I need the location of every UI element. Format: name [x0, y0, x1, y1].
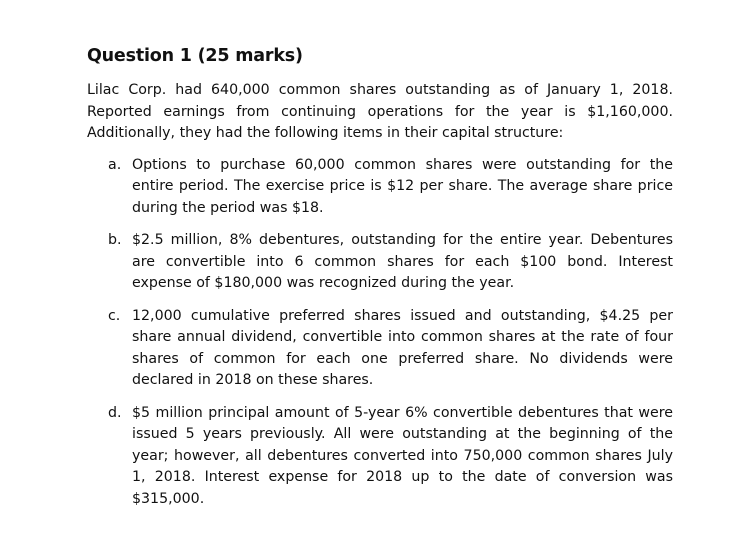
document-page: [87, 44, 673, 521]
list-item-text: Options to purchase 60,000 common shares were outstanding for the entire period. The exercise price is $12 per share. The average share price during the period was $18.: [132, 156, 673, 216]
list-item-text: $2.5 million, 8% debentures, outstanding for the entire year. Debentures are convertible into 6 common shares for each $100 bond. Interest expense of $180,000 was recognized during the year.: [132, 232, 673, 291]
list-item-text: 12,000 cumulative preferred shares issued and outstanding, $4.25 per share annual dividend, convertible into common shares at the rate of four shares of common for each one preferred share. No dividends were declared in 2018 on these shares.: [132, 307, 673, 388]
list-item-c: [87, 306, 673, 392]
list-marker: c.: [108, 307, 121, 324]
question-title: Question 1 (25 marks): [87, 46, 303, 66]
list-marker: a.: [108, 156, 122, 173]
list-item-a: [87, 155, 673, 220]
list-item-d: [87, 403, 673, 511]
capital-structure-list: [87, 155, 673, 511]
list-marker: d.: [108, 404, 122, 421]
list-item-b: [87, 230, 673, 295]
question-intro: Lilac Corp. had 640,000 common shares outstanding as of January 1, 2018. Reported earnings from continuing operations for the year is $1,160,000. Additionally, they had the following items in their capital structure:: [87, 82, 673, 141]
list-item-text: $5 million principal amount of 5-year 6% convertible debentures that were issued 5 years previously. All were outstanding at the beginning of the year; however, all debentures converted into 750,000 common shares July 1, 2018. Interest expense for 2018 up to the date of conversion was $315,000.: [132, 404, 673, 507]
list-marker: b.: [108, 232, 122, 248]
